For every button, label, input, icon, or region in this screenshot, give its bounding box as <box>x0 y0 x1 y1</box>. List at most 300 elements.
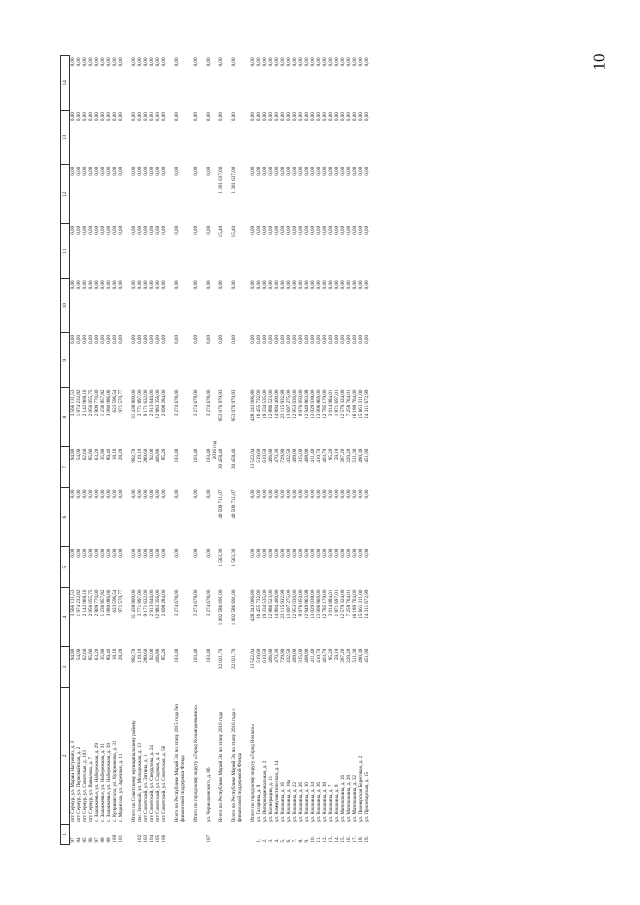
value-cell: 0,00 <box>352 334 359 344</box>
value-cell: 0,00 <box>364 57 371 67</box>
value-cell: 409,00 <box>292 448 299 463</box>
value-cell: 0,00 <box>206 166 213 176</box>
value-cell: 0,00 <box>161 280 168 290</box>
value-cell: 0,00 <box>328 225 335 235</box>
value-cell: 0,00 <box>286 548 293 558</box>
value-cell: 0,00 <box>206 548 213 558</box>
value-cell: 3 274 678,00 <box>174 589 181 617</box>
value-cell: 3 274 678,00 <box>193 589 200 617</box>
value-cell: 0,00 <box>340 225 347 235</box>
row-number: 106 <box>161 834 168 843</box>
value-cell: 0,00 <box>256 166 263 176</box>
value-cell: 0,00 <box>118 280 125 290</box>
value-cell: 0,00 <box>304 280 311 290</box>
value-cell: 85,20 <box>161 448 168 461</box>
value-cell: 0,00 <box>340 166 347 176</box>
row-number: 97 <box>94 837 101 843</box>
value-cell: 0,00 <box>206 57 213 67</box>
value-cell: 0,00 <box>304 57 311 67</box>
value-cell: 0,00 <box>364 489 371 499</box>
value-cell: 0,00 <box>280 112 287 122</box>
address-cell: ул. Кошкина, д. 38 <box>322 782 329 823</box>
value-cell: 0,00 <box>250 334 257 344</box>
value-cell: 0,00 <box>340 280 347 290</box>
row-number: 13. <box>328 836 335 843</box>
value-cell: 32 021,70 <box>231 648 238 670</box>
value-cell: 0,00 <box>250 166 257 176</box>
value-cell: 0,00 <box>155 225 162 235</box>
value-cell: 0,00 <box>322 112 329 122</box>
address-cell: Всего по Республике Марий Эл по этапу 2015 года без финансовой поддержки Фонда <box>174 703 187 823</box>
value-cell: 0,00 <box>262 166 269 176</box>
value-cell: 1 563,30 <box>218 548 225 567</box>
value-cell: 0,00 <box>218 57 225 67</box>
value-cell: 0,00 <box>358 334 365 344</box>
value-cell: 0,00 <box>174 548 181 558</box>
section-label: 2016 год <box>212 440 219 460</box>
value-cell: 0,00 <box>280 548 287 558</box>
value-cell: 1 871 697,01 <box>334 389 341 417</box>
value-cell: 0,00 <box>112 489 119 499</box>
value-cell: 519,60 <box>256 448 263 463</box>
value-cell: 28,20 <box>118 648 125 661</box>
value-cell: 0,00 <box>334 548 341 558</box>
value-cell: 7 258 764,01 <box>346 589 353 617</box>
value-cell: 0,00 <box>334 489 341 499</box>
value-cell: 0,00 <box>155 548 162 558</box>
value-cell: 12 883 356,00 <box>155 589 162 619</box>
value-cell: 0,00 <box>268 489 275 499</box>
value-cell: 410,70 <box>316 448 323 463</box>
value-cell: 0,00 <box>231 112 238 122</box>
table-row <box>174 56 186 845</box>
address-cell: пгт Сернур, ул. Марии Нагуевич, д. 3 <box>70 740 77 823</box>
row-number: 15. <box>340 836 347 843</box>
address-cell: с. Зашижемье, ул. Набережная, д. 29 <box>94 743 101 823</box>
value-cell: 0,00 <box>262 334 269 344</box>
value-cell: 0,00 <box>82 334 89 344</box>
value-cell: 0,00 <box>94 166 101 176</box>
row-number: 10. <box>310 836 317 843</box>
table-row <box>218 56 224 845</box>
value-cell: 0,00 <box>106 112 113 122</box>
value-cell: 992,70 <box>131 648 138 663</box>
value-cell: 0,00 <box>88 57 95 67</box>
value-cell: 490,30 <box>358 648 365 663</box>
value-cell: 0,00 <box>334 112 341 122</box>
value-cell: 0,00 <box>149 225 156 235</box>
spacer-row <box>186 56 193 845</box>
value-cell: 0,00 <box>231 57 238 67</box>
value-cell: 0,00 <box>70 489 77 499</box>
value-cell: 953 076 979,93 <box>218 389 225 422</box>
value-cell: 85,20 <box>161 648 168 661</box>
header-cell: 14 <box>61 56 70 111</box>
value-cell: 729,90 <box>280 648 287 663</box>
value-cell: 0,00 <box>340 57 347 67</box>
value-cell: 12 949 863,98 <box>304 589 311 619</box>
value-cell: 0,00 <box>143 112 150 122</box>
value-cell: 0,00 <box>82 166 89 176</box>
value-cell: 12 886 523,00 <box>268 589 275 619</box>
value-cell: 0,00 <box>112 548 119 558</box>
value-cell: 0,00 <box>88 489 95 499</box>
value-cell: 14 894 400,99 <box>274 389 281 419</box>
value-cell: 2 698 284,00 <box>161 389 168 417</box>
value-cell: 0,00 <box>268 548 275 558</box>
row-number: 7. <box>292 838 299 843</box>
value-cell: 62,60 <box>82 648 89 661</box>
value-cell: 0,00 <box>274 166 281 176</box>
value-cell: 0,00 <box>76 112 83 122</box>
value-cell: 0,00 <box>112 166 119 176</box>
address-cell: с. Зашижемье, ул. Набережная, д. 31 <box>100 743 107 823</box>
value-cell: 0,00 <box>364 112 371 122</box>
value-cell: 1 301 637,00 <box>231 166 238 194</box>
value-cell: 403,70 <box>322 448 329 463</box>
value-cell: 470,30 <box>274 648 281 663</box>
value-cell: 0,00 <box>328 548 335 558</box>
value-cell: 0,00 <box>174 166 181 176</box>
value-cell: 0,00 <box>193 57 200 67</box>
value-cell: 0,00 <box>100 57 107 67</box>
value-cell: 0,00 <box>76 57 83 67</box>
address-cell: ул. Кошкина, д. 16 <box>280 782 287 823</box>
address-cell: с. Зашижемье, ул. Набережная, д. 39 <box>106 743 113 823</box>
row-number: 99 <box>106 837 113 843</box>
value-cell: 12 953 030,00 <box>292 589 299 619</box>
value-cell: 3 080 086,06 <box>106 589 113 617</box>
value-cell: 18,10 <box>112 648 119 661</box>
spacer-cell <box>243 56 250 845</box>
value-cell: 0,00 <box>70 548 77 558</box>
address-cell: ул. Кошкина, д. 18а <box>286 779 293 823</box>
value-cell: 32 021,70 <box>218 648 225 670</box>
table-body <box>70 56 371 845</box>
value-cell: 103,40 <box>193 448 200 463</box>
value-cell: 63,20 <box>94 648 101 661</box>
value-cell: 0,00 <box>94 489 101 499</box>
value-cell: 0,00 <box>256 112 263 122</box>
value-cell: 0,00 <box>112 57 119 67</box>
value-cell: 0,00 <box>82 548 89 558</box>
row-number: 8. <box>298 838 305 843</box>
value-cell: 0,00 <box>262 57 269 67</box>
value-cell: 0,00 <box>106 166 113 176</box>
address-cell: ул. Кошкина, д. 9 <box>334 784 341 823</box>
value-cell: 0,00 <box>174 57 181 67</box>
value-cell: 0,00 <box>106 225 113 235</box>
value-cell: 13 006 869,00 <box>316 589 323 619</box>
value-cell: 19 334 535,00 <box>262 389 269 419</box>
row-number <box>231 824 243 844</box>
value-cell: 2 698 284,00 <box>161 589 168 617</box>
value-cell: 0,00 <box>310 112 317 122</box>
header-cell: 9 <box>61 333 70 388</box>
value-cell: 15,40 <box>218 225 225 238</box>
address-cell: ул. Гагарина, д. 9 <box>256 784 263 823</box>
value-cell: 0,00 <box>274 112 281 122</box>
value-cell: 49 509 711,07 <box>218 489 225 519</box>
value-cell: 0,00 <box>174 489 181 499</box>
value-cell: 0,00 <box>310 489 317 499</box>
value-cell: 94,80 <box>70 448 77 461</box>
address-cell: ул. Интернациональная, д. 2 <box>262 760 269 823</box>
value-cell: 0,00 <box>193 489 200 499</box>
address-cell: ул. Матюшкина, д. 32 <box>352 775 359 823</box>
value-cell: 0,00 <box>131 225 138 235</box>
value-cell: 0,00 <box>310 280 317 290</box>
value-cell: 0,00 <box>304 112 311 122</box>
header-cell: 13 <box>61 110 70 165</box>
value-cell: 0,00 <box>358 548 365 558</box>
value-cell: 0,00 <box>352 225 359 235</box>
value-cell: 0,00 <box>346 334 353 344</box>
value-cell: 0,00 <box>137 225 144 235</box>
value-cell: 59,10 <box>334 448 341 461</box>
table-header-row <box>61 56 70 845</box>
value-cell: 0,00 <box>304 166 311 176</box>
value-cell: 397,20 <box>340 448 347 463</box>
value-cell: 0,00 <box>358 489 365 499</box>
value-cell: 0,00 <box>268 112 275 122</box>
value-cell: 0,00 <box>340 334 347 344</box>
value-cell: 12 886 523,00 <box>268 389 275 419</box>
value-cell: 9 171 632,00 <box>143 589 150 617</box>
row-number: 9. <box>304 838 311 843</box>
header-cell: 6 <box>61 488 70 547</box>
row-number: 2. <box>262 838 269 843</box>
value-cell: 0,00 <box>70 112 77 122</box>
value-cell: 0,00 <box>328 489 335 499</box>
value-cell: 31 438 809,00 <box>131 389 138 419</box>
value-cell: 0,00 <box>358 166 365 176</box>
value-cell: 0,00 <box>131 548 138 558</box>
row-number: 104 <box>149 834 156 843</box>
value-cell: 0,00 <box>268 166 275 176</box>
value-cell: 0,00 <box>250 57 257 67</box>
value-cell: 0,00 <box>334 334 341 344</box>
value-cell: 0,00 <box>352 548 359 558</box>
value-cell: 0,00 <box>193 166 200 176</box>
address-cell: ул. Кошкина, д. 30 <box>304 782 311 823</box>
value-cell: 13 522,04 <box>250 448 257 470</box>
value-cell: 0,00 <box>100 489 107 499</box>
value-cell: 0,00 <box>358 112 365 122</box>
header-cell: 8 <box>61 388 70 447</box>
value-cell: 0,00 <box>262 112 269 122</box>
value-cell: 0,00 <box>161 334 168 344</box>
value-cell: 103,40 <box>206 448 213 463</box>
value-cell: 0,00 <box>268 225 275 235</box>
value-cell: 0,00 <box>346 280 353 290</box>
value-cell: 0,00 <box>298 548 305 558</box>
table-row <box>364 56 370 845</box>
value-cell: 623 596,54 <box>112 389 119 413</box>
value-cell: 0,00 <box>106 548 113 558</box>
value-cell: 0,00 <box>298 112 305 122</box>
value-cell: 103,40 <box>174 448 181 463</box>
value-cell: 490,30 <box>358 448 365 463</box>
value-cell: 0,00 <box>206 112 213 122</box>
rotated-table-sheet <box>60 55 580 845</box>
value-cell: 13 697 275,00 <box>286 589 293 619</box>
value-cell: 0,00 <box>298 489 305 499</box>
address-cell: пгт Сернур, ул. Первомайская, д. 2 <box>76 746 83 823</box>
row-number: 1. <box>256 838 263 843</box>
value-cell: 0,00 <box>206 334 213 344</box>
value-cell: 1 974 232,82 <box>76 389 83 417</box>
value-cell: 0,00 <box>112 225 119 235</box>
value-cell: 0,00 <box>280 489 287 499</box>
value-cell: 0,00 <box>352 166 359 176</box>
value-cell: 0,00 <box>316 548 323 558</box>
value-cell: 451,90 <box>364 448 371 463</box>
row-number: 19. <box>364 836 371 843</box>
value-cell: 0,00 <box>131 489 138 499</box>
value-cell: 0,00 <box>118 334 125 344</box>
value-cell: 0,00 <box>340 489 347 499</box>
value-cell: 0,00 <box>358 57 365 67</box>
value-cell: 0,00 <box>70 57 77 67</box>
value-cell: 0,00 <box>161 166 168 176</box>
value-cell: 0,00 <box>76 280 83 290</box>
row-number: 100 <box>112 834 119 843</box>
value-cell: 406,90 <box>268 448 275 463</box>
value-cell: 54,00 <box>76 648 83 661</box>
address-cell: пгт Советский, ул. Свердлова, д. 24 <box>149 745 156 823</box>
value-cell: 35,90 <box>100 648 107 661</box>
value-cell: 0,00 <box>274 489 281 499</box>
value-cell: 0,00 <box>364 225 371 235</box>
value-cell: 0,00 <box>280 334 287 344</box>
value-cell: 9 976 050,00 <box>298 389 305 417</box>
value-cell: 0,00 <box>250 225 257 235</box>
value-cell: 0,00 <box>94 280 101 290</box>
value-cell: 0,00 <box>334 166 341 176</box>
value-cell: 119,10 <box>137 648 144 663</box>
value-cell: 3 080 086,06 <box>106 389 113 417</box>
value-cell: 3 274 678,00 <box>206 589 213 617</box>
value-cell: 0,00 <box>256 334 263 344</box>
value-cell: 0,00 <box>286 280 293 290</box>
value-cell: 511,30 <box>352 448 359 463</box>
value-cell: 3 014 984,01 <box>328 589 335 617</box>
value-cell: 0,00 <box>322 57 329 67</box>
value-cell: 0,00 <box>352 57 359 67</box>
value-cell: 15 661 311,00 <box>358 589 365 619</box>
value-cell: 1 236 857,82 <box>100 589 107 617</box>
value-cell: 0,00 <box>231 280 238 290</box>
value-cell: 0,00 <box>310 225 317 235</box>
value-cell: 0,00 <box>100 166 107 176</box>
value-cell: 315,00 <box>298 648 305 663</box>
value-cell: 0,00 <box>118 112 125 122</box>
table-row <box>231 56 243 845</box>
value-cell: 0,00 <box>316 166 323 176</box>
address-cell: Итого по городскому округу «Город Волжск» <box>250 723 257 823</box>
value-cell: 0,00 <box>256 57 263 67</box>
value-cell: 0,00 <box>274 225 281 235</box>
value-cell: 0,00 <box>310 166 317 176</box>
value-cell: 0,00 <box>174 225 181 235</box>
value-cell: 1 563,30 <box>231 548 238 567</box>
value-cell: 0,00 <box>82 225 89 235</box>
value-cell: 13 006 869,00 <box>316 389 323 419</box>
value-cell: 3 274 678,00 <box>206 389 213 417</box>
value-cell: 0,00 <box>131 166 138 176</box>
value-cell: 610,50 <box>262 448 269 463</box>
value-cell: 0,00 <box>304 489 311 499</box>
value-cell: 0,00 <box>149 334 156 344</box>
value-cell: 0,00 <box>364 280 371 290</box>
value-cell: 229,20 <box>346 448 353 463</box>
value-cell: 3 771 897,00 <box>137 589 144 617</box>
value-cell: 0,00 <box>328 112 335 122</box>
row-number: 103 <box>143 834 150 843</box>
value-cell: 12 579 324,00 <box>340 389 347 419</box>
address-cell: Всего по Республике Марий Эл по этапу 2016 года <box>218 711 225 823</box>
value-cell: 94,80 <box>70 648 77 661</box>
spacer-cell <box>124 56 131 845</box>
value-cell: 0,00 <box>100 548 107 558</box>
value-cell: 0,00 <box>280 57 287 67</box>
header-cell: 7 <box>61 447 70 488</box>
value-cell: 2 956 055,75 <box>88 589 95 617</box>
value-cell: 85,80 <box>88 648 95 661</box>
value-cell: 0,00 <box>137 112 144 122</box>
header-cell: 5 <box>61 547 70 588</box>
value-cell: 2 956 055,75 <box>88 389 95 417</box>
value-cell: 0,00 <box>328 280 335 290</box>
value-cell: 0,00 <box>155 334 162 344</box>
value-cell: 0,00 <box>143 166 150 176</box>
value-cell: 0,00 <box>76 166 83 176</box>
value-cell: 95,20 <box>328 448 335 461</box>
value-cell: 0,00 <box>286 225 293 235</box>
row-number: 101 <box>118 834 125 843</box>
value-cell: 0,00 <box>346 166 353 176</box>
value-cell: 729,90 <box>280 448 287 463</box>
value-cell: 14 311 672,99 <box>364 589 371 619</box>
value-cell: 0,00 <box>286 166 293 176</box>
value-cell: 0,00 <box>174 334 181 344</box>
value-cell: 406,80 <box>155 648 162 663</box>
value-cell: 0,00 <box>292 334 299 344</box>
value-cell: 35,90 <box>100 448 107 461</box>
page-number: 10 <box>589 53 609 71</box>
value-cell: 2 809 770,00 <box>94 389 101 417</box>
value-cell: 451,90 <box>364 648 371 663</box>
spacer-row <box>243 56 250 845</box>
value-cell: 0,00 <box>298 225 305 235</box>
value-cell: 2 913 640,00 <box>149 389 156 417</box>
value-cell: 0,00 <box>174 280 181 290</box>
value-cell: 0,00 <box>82 57 89 67</box>
row-number: 107 <box>206 834 213 843</box>
value-cell: 63,20 <box>94 448 101 461</box>
value-cell: 0,00 <box>100 334 107 344</box>
table-row <box>193 56 199 845</box>
value-cell: 0,00 <box>292 57 299 67</box>
value-cell: 0,00 <box>149 57 156 67</box>
value-cell: 0,00 <box>106 334 113 344</box>
value-cell: 0,00 <box>193 548 200 558</box>
address-cell: ул. Кошкина, д. 34 <box>310 782 317 823</box>
value-cell: 0,00 <box>274 57 281 67</box>
value-cell: 0,00 <box>322 489 329 499</box>
value-cell: 13 029 038,00 <box>310 589 317 619</box>
